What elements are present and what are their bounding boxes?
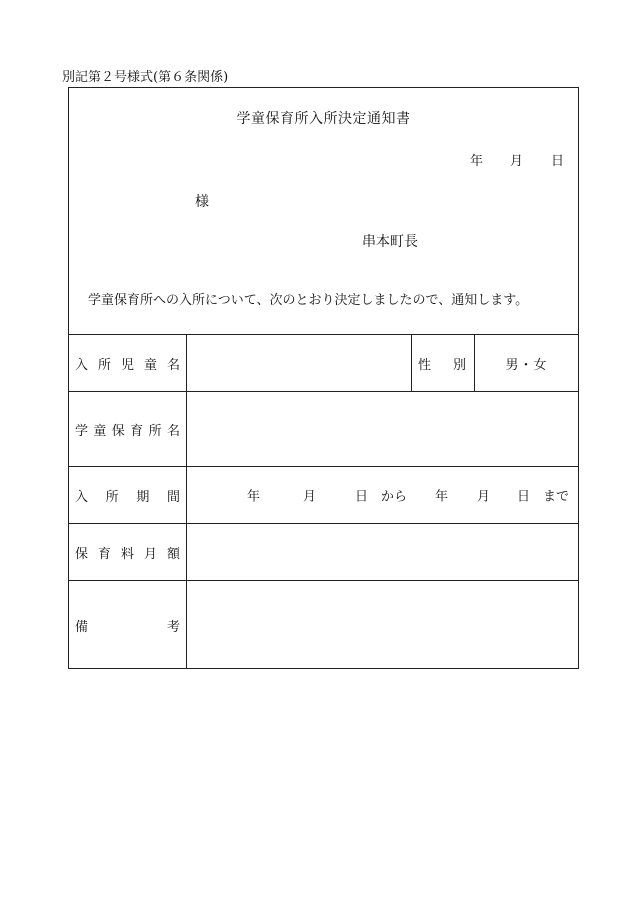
facility-name-field[interactable] <box>187 392 579 467</box>
notice-form <box>68 87 579 669</box>
details-table <box>69 334 578 669</box>
period-to-year: 年 <box>435 489 449 505</box>
period-field[interactable] <box>187 467 579 524</box>
child-name-label: 入 所 児 童 名 <box>69 335 187 392</box>
document-title: 学童保育所入所決定通知書 <box>236 111 411 127</box>
issuer-name: 串本町長 <box>362 234 418 250</box>
period-row <box>69 467 578 524</box>
notice-body-text: 学童保育所への入所について、次のとおり決定しましたので、通知します。 <box>88 293 529 308</box>
monthly-fee-label: 保 育 料 月 額 <box>69 524 187 581</box>
period-from-month: 月 <box>303 489 317 505</box>
gender-options[interactable]: 男・女 <box>475 335 579 392</box>
facility-name-label: 学 童 保 育 所 名 <box>69 392 187 467</box>
period-from-year: 年 <box>247 489 261 505</box>
period-to-day: 日 <box>517 489 531 505</box>
remarks-row <box>69 581 578 670</box>
addressee-suffix: 様 <box>195 194 209 210</box>
date-month-label: 月 <box>510 154 524 169</box>
child-name-field[interactable] <box>187 335 412 392</box>
period-to-month: 月 <box>477 489 491 505</box>
period-to-text: まで <box>543 489 570 505</box>
period-label: 入 所 期 間 <box>69 467 187 524</box>
monthly-fee-field[interactable] <box>187 524 579 581</box>
period-from-day: 日 <box>355 489 369 505</box>
date-day-label: 日 <box>551 154 565 169</box>
period-from-text: から <box>381 489 408 505</box>
form-reference: 別記第２号様式(第６条関係) <box>62 70 229 85</box>
remarks-field[interactable] <box>187 581 579 670</box>
gender-label: 性 別 <box>412 335 475 392</box>
child-name-row <box>69 335 578 392</box>
fee-row <box>69 524 578 581</box>
remarks-label: 備 考 <box>69 581 187 670</box>
facility-row <box>69 392 578 467</box>
date-year-label: 年 <box>470 154 484 169</box>
